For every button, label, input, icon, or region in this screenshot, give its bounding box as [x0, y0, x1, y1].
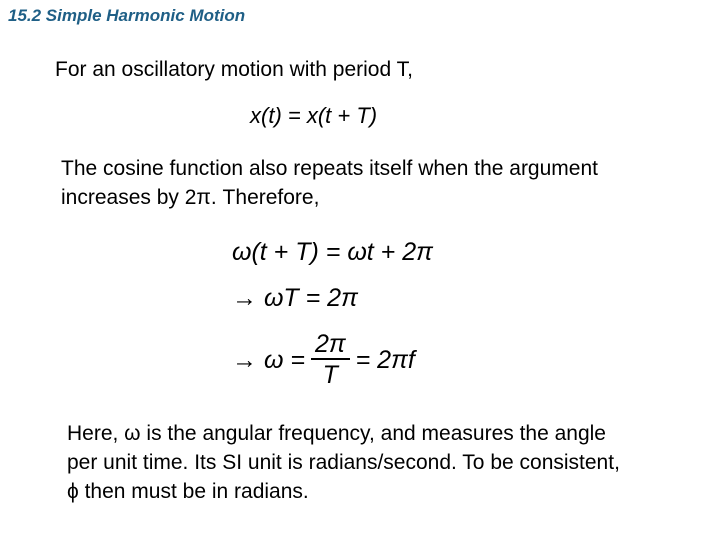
fraction	[311, 330, 350, 390]
slide-title: 15.2 Simple Harmonic Motion	[8, 6, 246, 25]
cosine-paragraph	[61, 154, 598, 212]
period-equation: → ωT = 2π	[232, 284, 358, 312]
angular-frequency-lhs: → ω =	[232, 345, 305, 374]
explanation-line-3: ϕ then must be in radians.	[67, 480, 309, 503]
cosine-text-line-2: increases by 2π. Therefore,	[61, 186, 320, 209]
explanation-line-2: per unit time. Its SI unit is radians/second. To be consistent,	[67, 451, 620, 474]
periodicity-equation: x(t) = x(t + T)	[250, 103, 378, 128]
phase-equation: ω(t + T) = ωt + 2π	[232, 238, 433, 266]
explanation-paragraph	[67, 419, 620, 506]
angular-frequency-rhs: = 2πf	[355, 345, 415, 374]
fraction-denominator: T	[322, 361, 338, 389]
cosine-text-line-1: The cosine function also repeats itself when the argument	[61, 157, 598, 180]
angular-frequency-equation	[232, 325, 415, 395]
explanation-line-1: Here, ω is the angular frequency, and measures the angle	[67, 422, 606, 445]
intro-paragraph	[55, 55, 413, 84]
fraction-numerator: 2π	[314, 330, 346, 358]
intro-text: For an oscillatory motion with period T,	[55, 58, 413, 81]
